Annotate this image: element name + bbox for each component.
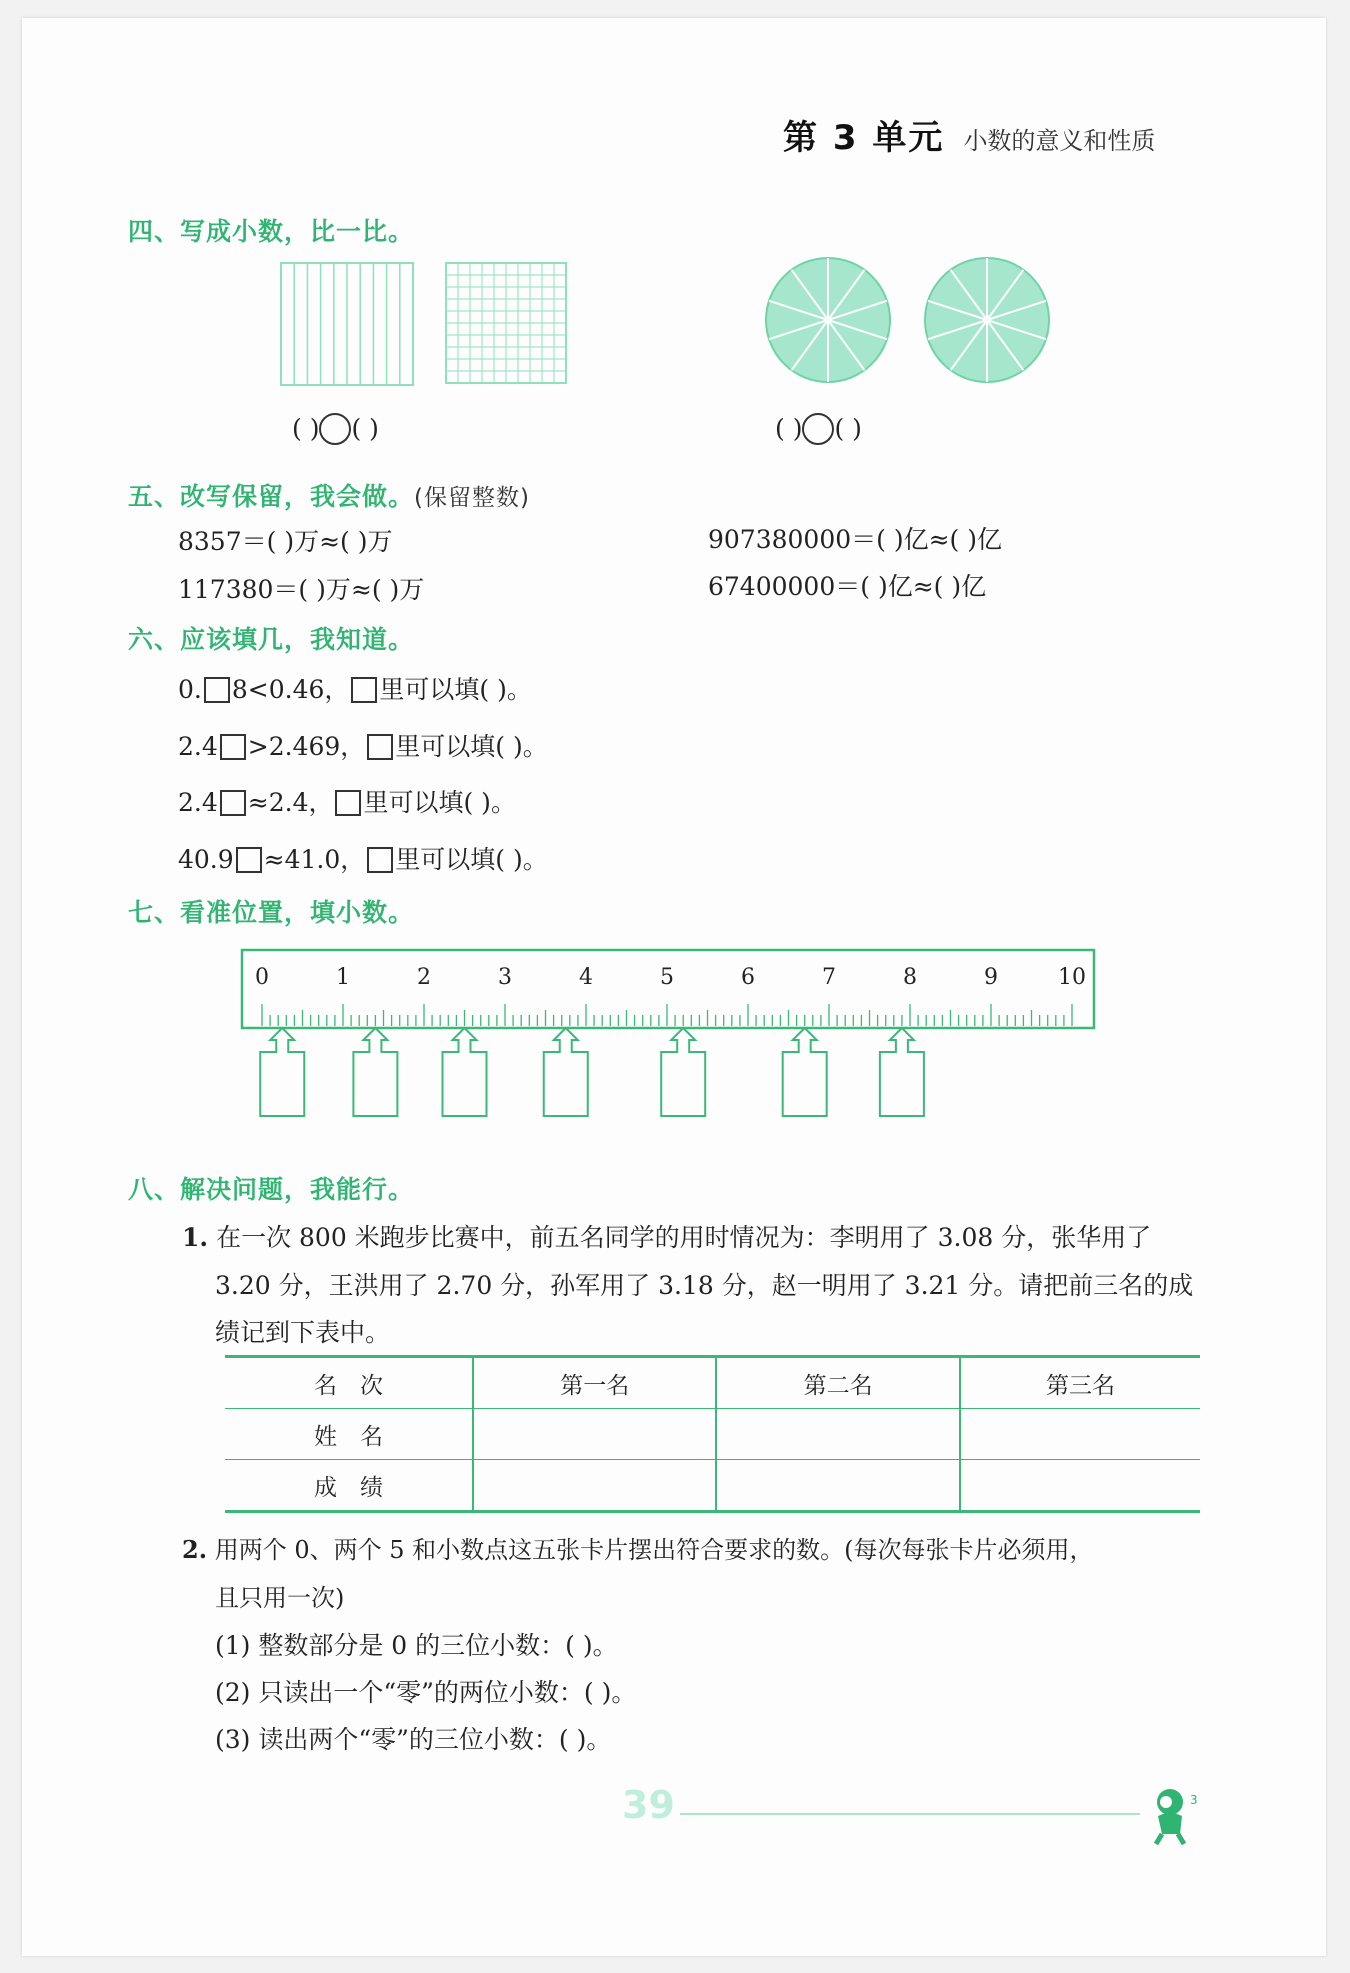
section-5-heading: 五、改写保留，我会做。	[128, 482, 415, 511]
ruler-label: 9	[984, 965, 998, 990]
table-row	[225, 1460, 1200, 1512]
svg-text:3: 3	[1190, 1793, 1198, 1807]
fill-q3	[178, 783, 516, 819]
problem-number: 2.	[182, 1535, 208, 1564]
compare-circle[interactable]	[802, 413, 834, 445]
digit-box	[335, 790, 361, 816]
ruler-label: 2	[417, 965, 431, 990]
digit-box	[367, 734, 393, 760]
compare-circle[interactable]	[319, 413, 351, 445]
problem-number: 1.	[182, 1223, 209, 1252]
section-6-title: 六、应该填几，我知道。	[128, 625, 415, 654]
fill-text: 40.9	[178, 845, 234, 874]
unit-topic: 小数的意义和性质	[963, 127, 1156, 155]
answer-box	[783, 1028, 827, 1116]
digit-box	[367, 847, 393, 873]
answer-box	[443, 1028, 487, 1116]
problem-text: 用两个 0、两个 5 和小数点这五张卡片摆出符合要求的数。(每次每张卡片必须用，	[214, 1536, 1094, 1564]
hundredths-grid-figure	[445, 262, 567, 384]
compare-row-right	[775, 413, 862, 445]
ruler-label: 1	[336, 965, 350, 990]
fill-answer[interactable]: 里可以填( )。	[395, 732, 548, 761]
compare-row-left	[292, 413, 379, 445]
tenths-grid-figure	[280, 262, 415, 387]
digit-box[interactable]	[220, 790, 246, 816]
blank[interactable]: ( )	[292, 414, 320, 443]
unit-header	[783, 110, 1155, 159]
fill-answer[interactable]: 里可以填( )。	[379, 675, 532, 704]
ruler-label: 8	[903, 965, 917, 990]
blank[interactable]: ( )	[351, 414, 379, 443]
problem-2-line2: 且只用一次)	[215, 1584, 345, 1612]
answer-box	[544, 1028, 588, 1116]
fill-text: 2.4	[178, 732, 218, 761]
fill-text: 2.4	[178, 788, 218, 817]
problem-text: 在一次 800 米跑步比赛中，前五名同学的用时情况为：李明用了 3.08 分，张华用了	[216, 1223, 1152, 1252]
pie-figure-2	[922, 255, 1052, 385]
ranking-table	[225, 1355, 1200, 1513]
table-cell[interactable]	[716, 1460, 959, 1512]
blank[interactable]: ( )	[834, 414, 862, 443]
section-7-title: 七、看准位置，填小数。	[128, 898, 415, 927]
answer-box	[880, 1028, 924, 1116]
ruler-figure	[240, 948, 1096, 1128]
fill-text: 0.	[178, 675, 202, 704]
section-5-note: (保留整数)	[414, 485, 530, 511]
rewrite-q1[interactable]: 8357＝( )万≈( )万	[178, 527, 393, 556]
table-header-cell: 第二名	[716, 1357, 959, 1409]
ruler-label: 5	[660, 965, 674, 990]
problem-1	[182, 1218, 1151, 1254]
rewrite-q3[interactable]: 117380＝( )万≈( )万	[178, 575, 425, 604]
section-4-title: 四、写成小数，比一比。	[128, 217, 415, 246]
problem-1-line3: 绩记到下表中。	[215, 1318, 391, 1347]
problem-2	[182, 1530, 1094, 1565]
digit-box	[351, 677, 377, 703]
ruler-label: 6	[741, 965, 755, 990]
table-cell[interactable]	[473, 1409, 716, 1460]
problem-2-q3[interactable]: (3) 读出两个“零”的三位小数：( )。	[215, 1725, 612, 1754]
table-row	[225, 1409, 1200, 1460]
footer-rule	[680, 1813, 1140, 1815]
fill-answer[interactable]: 里可以填( )。	[395, 845, 548, 874]
table-row-label: 成 绩	[225, 1460, 473, 1512]
answer-box	[353, 1028, 397, 1116]
rewrite-q4[interactable]: 67400000＝( )亿≈( )亿	[708, 572, 987, 601]
digit-box[interactable]	[220, 734, 246, 760]
table-row	[225, 1357, 1200, 1409]
section-8-title: 八、解决问题，我能行。	[128, 1175, 415, 1204]
table-header-cell: 第三名	[960, 1357, 1200, 1409]
blank[interactable]: ( )	[775, 414, 803, 443]
fill-q2	[178, 727, 548, 763]
fill-answer[interactable]: 里可以填( )。	[363, 788, 516, 817]
section-5-title	[128, 477, 530, 513]
table-header-cell: 第一名	[473, 1357, 716, 1409]
answer-box	[260, 1028, 304, 1116]
ruler-label: 4	[579, 965, 593, 990]
digit-box[interactable]	[236, 847, 262, 873]
ruler-label: 3	[498, 965, 512, 990]
fill-text: >2.469，	[247, 732, 366, 761]
fill-text: ≈41.0，	[263, 845, 366, 874]
table-row-label: 姓 名	[225, 1409, 473, 1460]
pie-figure-1	[763, 255, 893, 385]
problem-1-line2: 3.20 分，王洪用了 2.70 分，孙军用了 3.18 分，赵一明用了 3.21 分。请把前三名的成	[215, 1271, 1194, 1300]
digit-box[interactable]	[204, 677, 230, 703]
page-number: 39	[622, 1783, 675, 1827]
unit-title: 第 3 单元	[783, 118, 945, 158]
mascot-icon	[1140, 1780, 1210, 1850]
rewrite-q2[interactable]: 907380000＝( )亿≈( )亿	[708, 525, 1003, 554]
ruler-label: 7	[822, 965, 836, 990]
table-cell[interactable]	[473, 1460, 716, 1512]
ruler-label: 10	[1058, 965, 1086, 990]
fill-text: 8<0.46，	[231, 675, 350, 704]
fill-text: ≈2.4，	[247, 788, 334, 817]
table-cell[interactable]	[960, 1460, 1200, 1512]
table-cell[interactable]	[716, 1409, 959, 1460]
fill-q4	[178, 840, 548, 876]
problem-2-q2[interactable]: (2) 只读出一个“零”的两位小数：( )。	[215, 1678, 637, 1707]
table-cell[interactable]	[960, 1409, 1200, 1460]
ruler-label: 0	[255, 965, 269, 990]
table-header-cell: 名 次	[225, 1357, 473, 1409]
answer-box	[661, 1028, 705, 1116]
fill-q1	[178, 670, 532, 706]
problem-2-q1[interactable]: (1) 整数部分是 0 的三位小数：( )。	[215, 1631, 618, 1660]
